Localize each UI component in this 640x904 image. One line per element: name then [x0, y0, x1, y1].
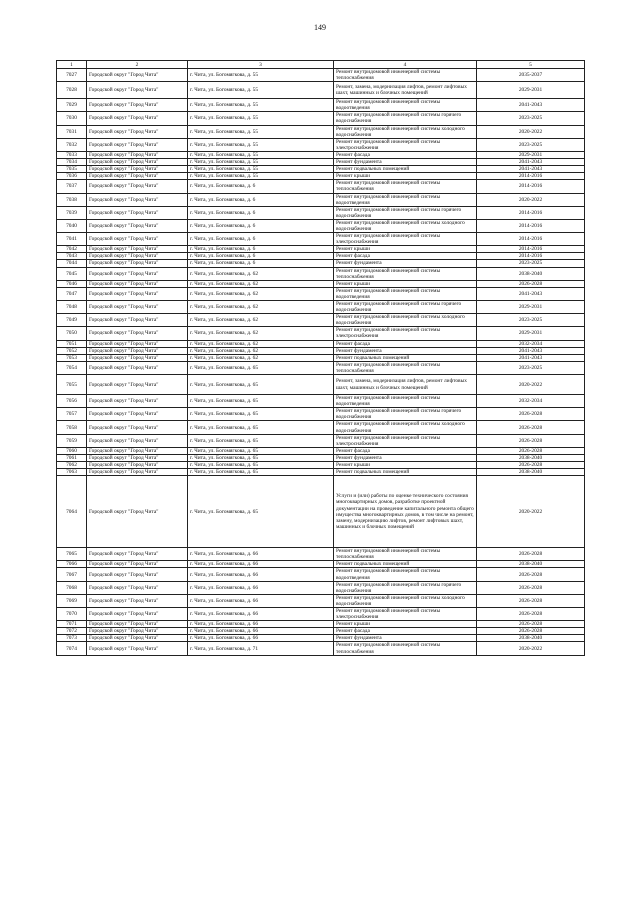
period-cell: 2038-2040 — [477, 635, 585, 642]
table-row — [57, 246, 585, 253]
period-cell: 2029-2031 — [477, 151, 585, 158]
municipality-cell: Городской округ "Город Чита" — [87, 434, 188, 447]
work-type-cell: Ремонт внутридомовой инженерной системы горячего водоснабжения — [334, 408, 477, 421]
table-row — [57, 233, 585, 246]
table-row — [57, 354, 585, 361]
table-row — [57, 280, 585, 287]
address-cell: г. Чита, ул. Богомягкова, д. 6 — [188, 219, 334, 232]
address-cell: г. Чита, ул. Богомягкова, д. 65 — [188, 454, 334, 461]
municipality-cell: Городской округ "Город Чита" — [87, 421, 188, 434]
municipality-cell: Городской округ "Город Чита" — [87, 219, 188, 232]
municipality-cell: Городской округ "Город Чита" — [87, 548, 188, 561]
period-cell: 2014-2016 — [477, 180, 585, 193]
address-cell: г. Чита, ул. Богомягкова, д. 62 — [188, 327, 334, 340]
column-header: 2 — [87, 61, 188, 69]
row-number: 7058 — [57, 421, 87, 434]
address-cell: г. Чита, ул. Богомягкова, д. 55 — [188, 82, 334, 99]
period-cell: 2020-2022 — [477, 193, 585, 206]
municipality-cell: Городской округ "Город Чита" — [87, 635, 188, 642]
row-number: 7055 — [57, 375, 87, 395]
municipality-cell: Городской округ "Город Чита" — [87, 476, 188, 548]
municipality-cell: Городской округ "Город Чита" — [87, 354, 188, 361]
work-type-cell: Ремонт внутридомовой инженерной системы холодного водоснабжения — [334, 219, 477, 232]
period-cell: 2020-2022 — [477, 125, 585, 138]
municipality-cell: Городской округ "Город Чита" — [87, 361, 188, 374]
address-cell: г. Чита, ул. Богомягкова, д. 55 — [188, 159, 334, 166]
address-cell: г. Чита, ул. Богомягкова, д. 62 — [188, 280, 334, 287]
row-number: 7071 — [57, 621, 87, 628]
row-number: 7044 — [57, 260, 87, 267]
period-cell: 2020-2022 — [477, 375, 585, 395]
municipality-cell: Городской округ "Город Чита" — [87, 469, 188, 476]
period-cell: 2026-2028 — [477, 608, 585, 621]
page-number: 149 — [314, 23, 326, 32]
work-type-cell: Ремонт внутридомовой инженерной системы водоотведения — [334, 99, 477, 112]
period-cell: 2026-2028 — [477, 434, 585, 447]
municipality-cell: Городской округ "Город Чита" — [87, 173, 188, 180]
row-number: 7036 — [57, 173, 87, 180]
address-cell: г. Чита, ул. Богомягкова, д. 62 — [188, 340, 334, 347]
address-cell: г. Чита, ул. Богомягкова, д. 55 — [188, 69, 334, 82]
work-type-cell: Ремонт внутридомовой инженерной системы электроснабжения — [334, 434, 477, 447]
period-cell: 2026-2028 — [477, 408, 585, 421]
table-row — [57, 166, 585, 173]
table-row — [57, 421, 585, 434]
table-row — [57, 340, 585, 347]
period-cell: 2014-2016 — [477, 246, 585, 253]
address-cell: г. Чита, ул. Богомягкова, д. 6 — [188, 253, 334, 260]
row-number: 7057 — [57, 408, 87, 421]
municipality-cell: Городской округ "Город Чита" — [87, 280, 188, 287]
work-type-cell: Ремонт внутридомовой инженерной системы электроснабжения — [334, 138, 477, 151]
work-type-cell: Ремонт подвальных помещений — [334, 469, 477, 476]
municipality-cell: Городской округ "Город Чита" — [87, 166, 188, 173]
address-cell: г. Чита, ул. Богомягкова, д. 65 — [188, 461, 334, 468]
municipality-cell: Городской округ "Город Чита" — [87, 561, 188, 568]
table-row — [57, 173, 585, 180]
table-row — [57, 561, 585, 568]
period-cell: 2038-2040 — [477, 454, 585, 461]
period-cell: 2041-2043 — [477, 166, 585, 173]
table-row — [57, 594, 585, 607]
period-cell: 2020-2022 — [477, 476, 585, 548]
table-row — [57, 82, 585, 99]
table-row — [57, 151, 585, 158]
table-row — [57, 260, 585, 267]
work-type-cell: Ремонт внутридомовой инженерной системы холодного водоснабжения — [334, 125, 477, 138]
work-type-cell: Ремонт внутридомовой инженерной системы теплоснабжения — [334, 267, 477, 280]
municipality-cell: Городской округ "Город Чита" — [87, 642, 188, 655]
table-row — [57, 125, 585, 138]
table-row — [57, 621, 585, 628]
address-cell: г. Чита, ул. Богомягкова, д. 62 — [188, 347, 334, 354]
address-cell: г. Чита, ул. Богомягкова, д. 66 — [188, 635, 334, 642]
row-number: 7050 — [57, 327, 87, 340]
period-cell: 2038-2040 — [477, 267, 585, 280]
period-cell: 2026-2028 — [477, 628, 585, 635]
table-row — [57, 287, 585, 300]
row-number: 7066 — [57, 561, 87, 568]
period-cell: 2023-2025 — [477, 138, 585, 151]
work-type-cell: Ремонт фундамента — [334, 159, 477, 166]
row-number: 7070 — [57, 608, 87, 621]
address-cell: г. Чита, ул. Богомягкова, д. 65 — [188, 434, 334, 447]
municipality-cell: Городской округ "Город Чита" — [87, 180, 188, 193]
address-cell: г. Чита, ул. Богомягкова, д. 55 — [188, 99, 334, 112]
work-type-cell: Ремонт крыши — [334, 246, 477, 253]
work-type-cell: Ремонт внутридомовой инженерной системы водоотведения — [334, 568, 477, 581]
period-cell: 2014-2016 — [477, 253, 585, 260]
address-cell: г. Чита, ул. Богомягкова, д. 62 — [188, 267, 334, 280]
address-cell: г. Чита, ул. Богомягкова, д. 65 — [188, 421, 334, 434]
address-cell: г. Чита, ул. Богомягкова, д. 65 — [188, 447, 334, 454]
address-cell: г. Чита, ул. Богомягкова, д. 66 — [188, 548, 334, 561]
period-cell: 2038-2040 — [477, 469, 585, 476]
work-type-cell: Ремонт подвальных помещений — [334, 561, 477, 568]
table-row — [57, 608, 585, 621]
column-header: 3 — [188, 61, 334, 69]
row-number: 7061 — [57, 454, 87, 461]
period-cell: 2023-2025 — [477, 314, 585, 327]
table-row — [57, 99, 585, 112]
address-cell: г. Чита, ул. Богомягкова, д. 66 — [188, 628, 334, 635]
period-cell: 2029-2031 — [477, 82, 585, 99]
row-number: 7053 — [57, 354, 87, 361]
work-type-cell: Ремонт фасада — [334, 340, 477, 347]
table-row — [57, 206, 585, 219]
municipality-cell: Городской округ "Город Чита" — [87, 260, 188, 267]
period-cell: 2041-2043 — [477, 99, 585, 112]
period-cell: 2023-2025 — [477, 260, 585, 267]
municipality-cell: Городской округ "Город Чита" — [87, 375, 188, 395]
address-cell: г. Чита, ул. Богомягкова, д. 55 — [188, 173, 334, 180]
address-cell: г. Чита, ул. Богомягкова, д. 65 — [188, 395, 334, 408]
work-type-cell: Ремонт внутридомовой инженерной системы горячего водоснабжения — [334, 112, 477, 125]
address-cell: г. Чита, ул. Богомягкова, д. 6 — [188, 246, 334, 253]
row-number: 7033 — [57, 151, 87, 158]
municipality-cell: Городской округ "Город Чита" — [87, 447, 188, 454]
work-type-cell: Ремонт внутридомовой инженерной системы водоотведения — [334, 287, 477, 300]
row-number: 7065 — [57, 548, 87, 561]
table-row — [57, 253, 585, 260]
municipality-cell: Городской округ "Город Чита" — [87, 568, 188, 581]
column-number-row — [57, 61, 585, 69]
work-type-cell: Ремонт внутридомовой инженерной системы водоотведения — [334, 193, 477, 206]
capital-repair-table — [56, 60, 585, 656]
municipality-cell: Городской округ "Город Чита" — [87, 347, 188, 354]
period-cell: 2029-2031 — [477, 327, 585, 340]
row-number: 7052 — [57, 347, 87, 354]
address-cell: г. Чита, ул. Богомягкова, д. 65 — [188, 469, 334, 476]
municipality-cell: Городской округ "Город Чита" — [87, 628, 188, 635]
period-cell: 2041-2043 — [477, 354, 585, 361]
row-number: 7039 — [57, 206, 87, 219]
row-number: 7072 — [57, 628, 87, 635]
period-cell: 2014-2016 — [477, 233, 585, 246]
row-number: 7032 — [57, 138, 87, 151]
row-number: 7043 — [57, 253, 87, 260]
address-cell: г. Чита, ул. Богомягкова, д. 66 — [188, 608, 334, 621]
period-cell: 2026-2028 — [477, 280, 585, 287]
work-type-cell: Ремонт фасада — [334, 628, 477, 635]
address-cell: г. Чита, ул. Богомягкова, д. 6 — [188, 260, 334, 267]
table-row — [57, 180, 585, 193]
row-number: 7035 — [57, 166, 87, 173]
period-cell: 2026-2028 — [477, 548, 585, 561]
row-number: 7056 — [57, 395, 87, 408]
row-number: 7067 — [57, 568, 87, 581]
address-cell: г. Чита, ул. Богомягкова, д. 66 — [188, 568, 334, 581]
address-cell: г. Чита, ул. Богомягкова, д. 55 — [188, 151, 334, 158]
row-number: 7060 — [57, 447, 87, 454]
period-cell: 2032-2034 — [477, 395, 585, 408]
table-row — [57, 159, 585, 166]
municipality-cell: Городской округ "Город Чита" — [87, 301, 188, 314]
row-number: 7054 — [57, 361, 87, 374]
municipality-cell: Городской округ "Город Чита" — [87, 327, 188, 340]
row-number: 7063 — [57, 469, 87, 476]
period-cell: 2026-2028 — [477, 594, 585, 607]
municipality-cell: Городской округ "Город Чита" — [87, 621, 188, 628]
table-row — [57, 476, 585, 548]
work-type-cell: Ремонт крыши — [334, 621, 477, 628]
period-cell: 2032-2034 — [477, 340, 585, 347]
table-row — [57, 635, 585, 642]
municipality-cell: Городской округ "Город Чита" — [87, 99, 188, 112]
period-cell: 2026-2028 — [477, 447, 585, 454]
municipality-cell: Городской округ "Город Чита" — [87, 608, 188, 621]
address-cell: г. Чита, ул. Богомягкова, д. 55 — [188, 112, 334, 125]
work-type-cell: Ремонт внутридомовой инженерной системы теплоснабжения — [334, 642, 477, 655]
table-row — [57, 434, 585, 447]
table-row — [57, 408, 585, 421]
work-type-cell: Ремонт фасада — [334, 253, 477, 260]
table-row — [57, 361, 585, 374]
address-cell: г. Чита, ул. Богомягкова, д. 55 — [188, 125, 334, 138]
work-type-cell: Ремонт внутридомовой инженерной системы теплоснабжения — [334, 180, 477, 193]
work-type-cell: Ремонт внутридомовой инженерной системы холодного водоснабжения — [334, 314, 477, 327]
municipality-cell: Городской округ "Город Чита" — [87, 253, 188, 260]
address-cell: г. Чита, ул. Богомягкова, д. 66 — [188, 561, 334, 568]
table-row — [57, 469, 585, 476]
table-row — [57, 395, 585, 408]
work-type-cell: Ремонт внутридомовой инженерной системы теплоснабжения — [334, 548, 477, 561]
municipality-cell: Городской округ "Город Чита" — [87, 246, 188, 253]
period-cell: 2026-2028 — [477, 461, 585, 468]
period-cell: 2020-2022 — [477, 642, 585, 655]
table-row — [57, 568, 585, 581]
row-number: 7030 — [57, 112, 87, 125]
municipality-cell: Городской округ "Город Чита" — [87, 581, 188, 594]
table-row — [57, 581, 585, 594]
period-cell: 2023-2025 — [477, 112, 585, 125]
row-number: 7031 — [57, 125, 87, 138]
row-number: 7064 — [57, 476, 87, 548]
period-cell: 2014-2016 — [477, 206, 585, 219]
table-row — [57, 112, 585, 125]
table-row — [57, 193, 585, 206]
address-cell: г. Чита, ул. Богомягкова, д. 65 — [188, 476, 334, 548]
address-cell: г. Чита, ул. Богомягкова, д. 62 — [188, 301, 334, 314]
period-cell: 2035-2037 — [477, 69, 585, 82]
period-cell: 2014-2016 — [477, 219, 585, 232]
work-type-cell: Ремонт внутридомовой инженерной системы горячего водоснабжения — [334, 206, 477, 219]
municipality-cell: Городской округ "Город Чита" — [87, 233, 188, 246]
row-number: 7037 — [57, 180, 87, 193]
row-number: 7062 — [57, 461, 87, 468]
municipality-cell: Городской округ "Город Чита" — [87, 454, 188, 461]
table-row — [57, 454, 585, 461]
row-number: 7051 — [57, 340, 87, 347]
municipality-cell: Городской округ "Город Чита" — [87, 206, 188, 219]
period-cell: 2041-2043 — [477, 287, 585, 300]
address-cell: г. Чита, ул. Богомягкова, д. 66 — [188, 594, 334, 607]
address-cell: г. Чита, ул. Богомягкова, д. 62 — [188, 287, 334, 300]
row-number: 7047 — [57, 287, 87, 300]
table-row — [57, 447, 585, 454]
municipality-cell: Городской округ "Город Чита" — [87, 287, 188, 300]
work-type-cell: Ремонт фундамента — [334, 454, 477, 461]
period-cell: 2026-2028 — [477, 621, 585, 628]
work-type-cell: Ремонт фасада — [334, 151, 477, 158]
municipality-cell: Городской округ "Город Чита" — [87, 340, 188, 347]
column-header: 5 — [477, 61, 585, 69]
address-cell: г. Чита, ул. Богомягкова, д. 6 — [188, 206, 334, 219]
period-cell: 2029-2031 — [477, 301, 585, 314]
table-row — [57, 375, 585, 395]
row-number: 7046 — [57, 280, 87, 287]
address-cell: г. Чита, ул. Богомягкова, д. 66 — [188, 621, 334, 628]
row-number: 7028 — [57, 82, 87, 99]
work-type-cell: Ремонт внутридомовой инженерной системы электроснабжения — [334, 608, 477, 621]
municipality-cell: Городской округ "Город Чита" — [87, 125, 188, 138]
work-type-cell: Ремонт фасада — [334, 447, 477, 454]
work-type-cell: Ремонт внутридомовой инженерной системы электроснабжения — [334, 327, 477, 340]
table-row — [57, 219, 585, 232]
municipality-cell: Городской округ "Город Чита" — [87, 314, 188, 327]
row-number: 7069 — [57, 594, 87, 607]
work-type-cell: Ремонт крыши — [334, 173, 477, 180]
address-cell: г. Чита, ул. Богомягкова, д. 71 — [188, 642, 334, 655]
row-number: 7068 — [57, 581, 87, 594]
municipality-cell: Городской округ "Город Чита" — [87, 159, 188, 166]
municipality-cell: Городской округ "Город Чита" — [87, 408, 188, 421]
work-type-cell: Ремонт фундамента — [334, 347, 477, 354]
address-cell: г. Чита, ул. Богомягкова, д. 66 — [188, 581, 334, 594]
municipality-cell: Городской округ "Город Чита" — [87, 395, 188, 408]
table-row — [57, 138, 585, 151]
work-type-cell: Ремонт крыши — [334, 461, 477, 468]
row-number: 7038 — [57, 193, 87, 206]
table-row — [57, 69, 585, 82]
work-type-cell: Ремонт, замена, модернизация лифтов, ремонт лифтовых шахт, машинных и блочных помещений — [334, 82, 477, 99]
period-cell: 2023-2025 — [477, 361, 585, 374]
municipality-cell: Городской округ "Город Чита" — [87, 138, 188, 151]
column-header: 4 — [334, 61, 477, 69]
municipality-cell: Городской округ "Город Чита" — [87, 82, 188, 99]
row-number: 7034 — [57, 159, 87, 166]
row-number: 7059 — [57, 434, 87, 447]
row-number: 7073 — [57, 635, 87, 642]
period-cell: 2041-2043 — [477, 347, 585, 354]
column-header: 1 — [57, 61, 87, 69]
period-cell: 2026-2028 — [477, 568, 585, 581]
work-type-cell: Ремонт внутридомовой инженерной системы горячего водоснабжения — [334, 581, 477, 594]
row-number: 7045 — [57, 267, 87, 280]
table-row — [57, 301, 585, 314]
period-cell: 2014-2016 — [477, 173, 585, 180]
period-cell: 2026-2028 — [477, 421, 585, 434]
table-row — [57, 347, 585, 354]
address-cell: г. Чита, ул. Богомягкова, д. 55 — [188, 138, 334, 151]
work-type-cell: Ремонт подвальных помещений — [334, 166, 477, 173]
address-cell: г. Чита, ул. Богомягкова, д. 65 — [188, 408, 334, 421]
table-row — [57, 548, 585, 561]
municipality-cell: Городской округ "Город Чита" — [87, 151, 188, 158]
work-type-cell: Ремонт фундамента — [334, 260, 477, 267]
row-number: 7049 — [57, 314, 87, 327]
row-number: 7029 — [57, 99, 87, 112]
address-cell: г. Чита, ул. Богомягкова, д. 6 — [188, 180, 334, 193]
row-number: 7042 — [57, 246, 87, 253]
row-number: 7048 — [57, 301, 87, 314]
address-cell: г. Чита, ул. Богомягкова, д. 6 — [188, 233, 334, 246]
municipality-cell: Городской округ "Город Чита" — [87, 594, 188, 607]
row-number: 7040 — [57, 219, 87, 232]
municipality-cell: Городской округ "Город Чита" — [87, 112, 188, 125]
period-cell: 2026-2028 — [477, 581, 585, 594]
address-cell: г. Чита, ул. Богомягкова, д. 65 — [188, 375, 334, 395]
table-row — [57, 642, 585, 655]
period-cell: 2041-2043 — [477, 159, 585, 166]
work-type-cell: Ремонт, замена, модернизация лифтов, ремонт лифтовых шахт, машинных и блочных помещений — [334, 375, 477, 395]
address-cell: г. Чита, ул. Богомягкова, д. 6 — [188, 193, 334, 206]
table-row — [57, 461, 585, 468]
period-cell: 2038-2040 — [477, 561, 585, 568]
row-number: 7027 — [57, 69, 87, 82]
work-type-cell: Ремонт внутридомовой инженерной системы водоотведения — [334, 395, 477, 408]
table-row — [57, 267, 585, 280]
table-row — [57, 628, 585, 635]
municipality-cell: Городской округ "Город Чита" — [87, 193, 188, 206]
row-number: 7041 — [57, 233, 87, 246]
address-cell: г. Чита, ул. Богомягкова, д. 65 — [188, 361, 334, 374]
municipality-cell: Городской округ "Город Чита" — [87, 267, 188, 280]
work-type-cell: Ремонт фундамента — [334, 635, 477, 642]
work-type-cell: Ремонт крыши — [334, 280, 477, 287]
work-type-cell: Ремонт внутридомовой инженерной системы теплоснабжения — [334, 361, 477, 374]
municipality-cell: Городской округ "Город Чита" — [87, 461, 188, 468]
address-cell: г. Чита, ул. Богомягкова, д. 62 — [188, 314, 334, 327]
work-type-cell: Ремонт внутридомовой инженерной системы теплоснабжения — [334, 69, 477, 82]
work-type-cell: Ремонт подвальных помещений — [334, 354, 477, 361]
work-type-cell: Ремонт внутридомовой инженерной системы холодного водоснабжения — [334, 421, 477, 434]
address-cell: г. Чита, ул. Богомягкова, д. 55 — [188, 166, 334, 173]
work-type-cell: Услуги и (или) работы по оценке технического состояния многоквартирных домов, разработке проектной документации на проведение капитального ремонта общего имущества многоквартирных домов, в том числе на ремонт, замену, модернизацию лифтов, ремонт лифтовых шахт, машинных и блочных помещений — [334, 476, 477, 548]
row-number: 7074 — [57, 642, 87, 655]
table-row — [57, 314, 585, 327]
work-type-cell: Ремонт внутридомовой инженерной системы холодного водоснабжения — [334, 594, 477, 607]
municipality-cell: Городской округ "Город Чита" — [87, 69, 188, 82]
table-row — [57, 327, 585, 340]
work-type-cell: Ремонт внутридомовой инженерной системы горячего водоснабжения — [334, 301, 477, 314]
work-type-cell: Ремонт внутридомовой инженерной системы электроснабжения — [334, 233, 477, 246]
address-cell: г. Чита, ул. Богомягкова, д. 62 — [188, 354, 334, 361]
